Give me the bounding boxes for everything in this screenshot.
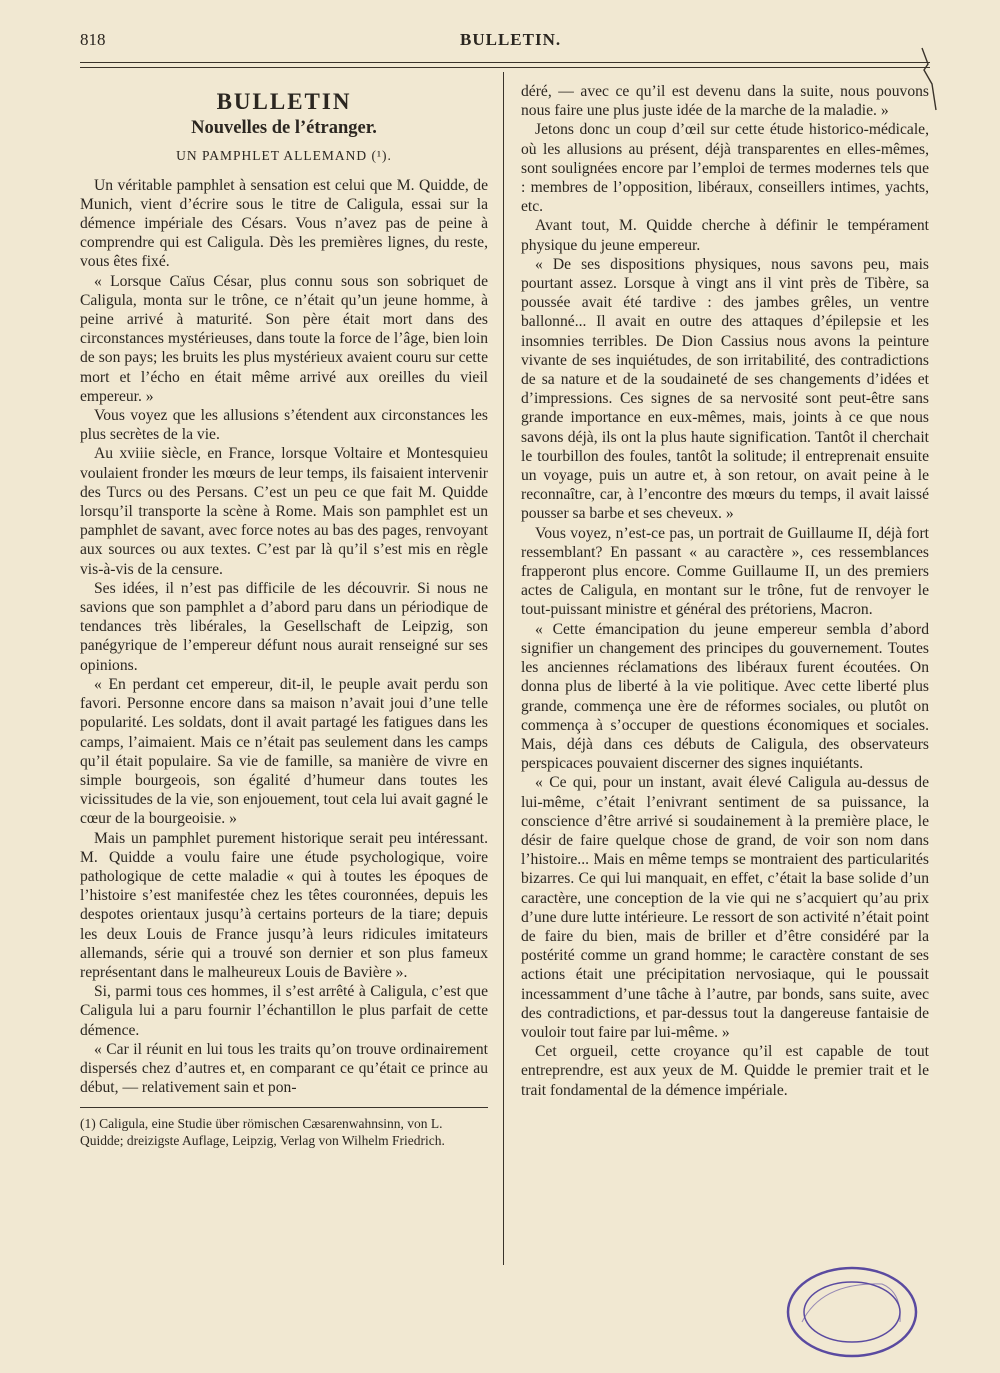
paragraph: Avant tout, M. Quidde cherche à définir le tempérament physique du jeune empereur. — [521, 217, 929, 254]
paragraph: « Ce qui, pour un instant, avait élevé Caligula au-dessus de lui-même, c’était l’enivrant sentiment de sa puissance, la conscience d’être arrivé si soudainement à la première place, le désir de faire quelque chose de grand, de voir son nom dans l’histoire... Mais en même temps se montraient des particularités bizarres. Ce qui lui manquait, en effet, c’était la base solide d’un caractère, une conception de la vie qui ne s’acquiert qu’au prix d’une dure lutte intérieure. Le ressort de son activité n’était point de faire du bien, mais de briller et d’être considéré par la postérité comme un grand homme; le caractère constant de ses actions était une précipitation nervosiaque, qui le poussait incessamment d’une tâche à l’autre, par bonds, sans suite, avec des contradictions, et par-dessus tout la dangereuse fantaisie de vouloir tout faire par lui-même. » — [521, 774, 929, 1041]
running-title: BULLETIN. — [460, 30, 562, 49]
paragraph: Vous voyez, n’est-ce pas, un portrait de Guillaume II, déjà fort ressemblant? En passant « au caractère », ces ressemblances frapperont plus encore. Comme Guillaume II, un des premiers actes de Caligula, en montant sur le trône, fut de renvoyer le tout-puissant ministre et général des prétoriens, Macron. — [521, 524, 929, 619]
article-heading: UN PAMPHLET ALLEMAND (¹). — [176, 148, 392, 164]
paragraph: Au xviiie siècle, en France, lorsque Voltaire et Montesquieu voulaient fronder les mœurs de leur temps, ils faisaient intervenir des Turcs ou des Persans. C’est un peu ce que fait M. Quidde lorsqu’il transporte la scène à Rome. Mais son pamphlet est un pamphlet de savant, avec force notes au bas des pages, renvoyant aux sources ou aux textes. C’est par là qu’il s’est mis en règle vis-à-vis de la censure. — [80, 445, 488, 578]
footnote: (1) Caligula, eine Studie über römischen Cæsarenwahnsinn, von L. Quidde; dreizigste Auflage, Leipzig, Verlag von Wilhelm Friedrich. — [80, 1116, 445, 1148]
paragraph: Vous voyez que les allusions s’étendent aux circonstances les plus secrètes de la vie. — [80, 407, 488, 444]
paragraph: déré, — avec ce qu’il est devenu dans la suite, nous pouvons nous faire une plus juste idée de la marche de la maladie. » — [521, 83, 929, 120]
paragraph: Un véritable pamphlet à sensation est celui que M. Quidde, de Munich, vient d’écrire sous le titre de Caligula, essai sur la démence impériale des Césars. Vous n’avez pas de peine à comprendre qui est Caligula. Dès les premières lignes, du reste, vous êtes fixé. — [80, 176, 488, 271]
column-divider — [503, 72, 504, 1265]
paragraph: Cet orgueil, cette croyance qu’il est capable de tout entreprendre, est aux yeux de M. Quidde le premier trait et le trait fondamental de la démence impériale. — [521, 1043, 929, 1099]
paragraph: Ses idées, il n’est pas difficile de les découvrir. Si nous ne savions que son pamphlet a d’abord paru dans un périodique de tendances très libérales, la Gesellschaft de Leipzig, son panégyrique de l’empereur défunt nous aurait renseigné sur ses opinions. — [80, 579, 488, 674]
paragraph: Mais un pamphlet purement historique serait peu intéressant. M. Quidde a voulu faire une étude psychologique, voire pathologique de cette maladie « qui à toutes les époques de l’histoire s’est manifestée chez les têtes couronnées, depuis les despotes orientaux jusqu’à certains porteurs de la tiare; depuis les deux Louis de France jusqu’à leurs ridicules imitateurs allemands, série qui a trouvé son dernier et son plus fameux représentant dans le malheureux Louis de Bavière ». — [80, 829, 488, 981]
paragraph: « De ses dispositions physiques, nous savons peu, mais pourtant assez. Lorsque à vingt ans il vint près de Tibère, sa poussée avait été tardive : des jambes grêles, un ventre ballonné... Il avait en outre des attaques d’épilepsie et les insomnies terribles. De Dion Cassius nous avons la peinture vivante de ses inquiétudes, de son irritabilité, des contradictions de sa nature et de la soudaineté de ses changements d’idées et d’impressions. Ces signes de sa nervosité sont peut-être sans grande importance en eux-mêmes, mais, joints à ce que nous savons déjà, ils ont la plus haute signification. Tantôt il cherchait le tourbillon des foules, tantôt la solitude; il entreprenait ensuite un voyage, puis un autre et, à son retour, on avait peine à le reconnaître, car, à l’encontre des mœurs du temps, il avait laissé pousser sa barbe et ses cheveux. » — [521, 255, 929, 523]
subsection-heading: Nouvelles de l’étranger. — [191, 118, 377, 139]
paragraph: Si, parmi tous ces hommes, il s’est arrêté à Caligula, c’est que Caligula lui a paru fournir l’échantillon le plus parfait de cette démence. — [80, 983, 488, 1039]
paragraph: « Lorsque Caïus César, plus connu sous son sobriquet de Caligula, monta sur le trône, ce n’était qu’un jeune homme, à peine arrivé à maturité. Son père était mort dans des circonstances mystérieuses, dans toute la force de l’âge, bien loin de son pays; les bruits les plus mystérieux avaient couru sur cette mort et l’écho en était même arrivé aux oreilles du vieil empereur. » — [80, 272, 488, 405]
museum-stamp-icon — [782, 1262, 922, 1362]
paragraph: « Cette émancipation du jeune empereur sembla d’abord signifier un changement des principes du gouvernement. Toutes les anciennes réclamations des libéraux furent écoutées. On donna plus de liberté à la vie politique. Avec cette liberté plus grande, commença une ère de réformes sociales, ou plutôt on commença à s’occuper de questions économiques et sociales. Mais, déjà dans ces débuts de Caligula, des observateurs perspicaces pouvaient discerner des signes inquiétants. — [521, 620, 929, 773]
left-column — [80, 78, 488, 1149]
right-column — [521, 82, 929, 1100]
section-heading: BULLETIN — [216, 89, 352, 114]
paragraph: « En perdant cet empereur, dit-il, le peuple avait perdu son favori. Personne encore dans sa maison n’avait joui d’une telle popularité. Les soldats, dont il avait partagé les fatigues dans les camps, l’aimaient. Mais ce n’était pas seulement dans les camps qu’il était populaire. Sa vie de famille, sa manière de vivre en simple bourgeois, son égalité d’humeur dans toutes les vicissitudes de la vie, son enjouement, tout cela lui avait gagné le cœur de la bourgeoisie. » — [80, 675, 488, 828]
page-number: 818 — [80, 30, 106, 49]
paragraph: Jetons donc un coup d’œil sur cette étude historico-médicale, où les allusions au présent, déjà transparentes en elles-mêmes, sont soulignées encore par l’emploi de termes modernes tels que : membres de l’opposition, libéraux, conseillers intimes, yachts, etc. — [521, 121, 929, 216]
footnote-rule — [80, 1107, 488, 1108]
paragraph: « Car il réunit en lui tous les traits qu’on trouve ordinairement dispersés chez d’autres et, en comparant ce qu’était ce prince au début, — relativement sain et pon- — [80, 1040, 488, 1097]
header-double-rule — [80, 62, 930, 68]
